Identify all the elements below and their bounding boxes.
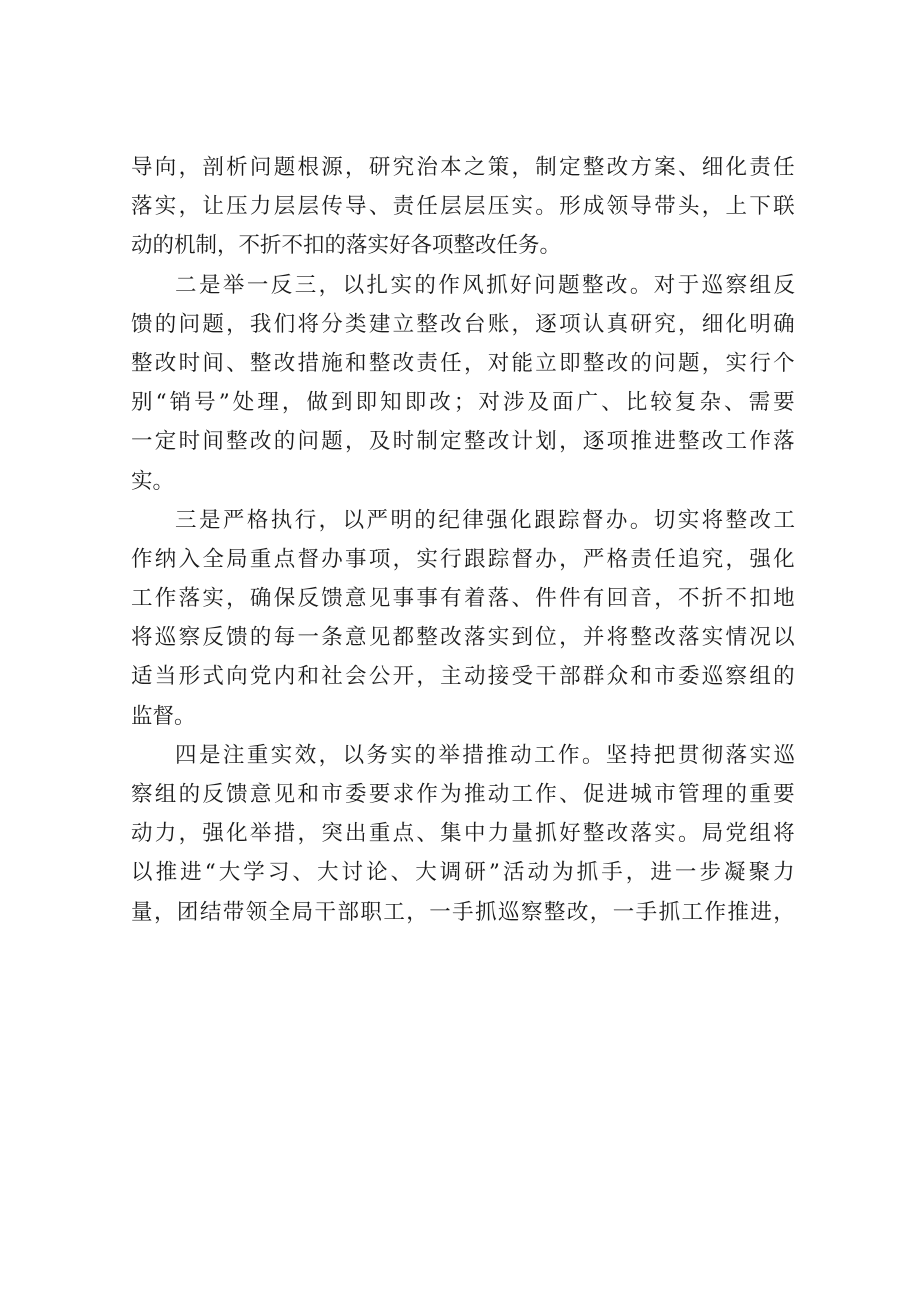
text-line: 作 纳 入 全 局 重 点 督 办 事 项 ， 实 行 跟 踪 督 办 ， 严 格 责 任 追 究 ， 强 化 bbox=[131, 546, 795, 572]
text-line: 动的机制，不折不扣的落实好各项整改任务。 bbox=[131, 233, 562, 259]
text-line: 馈 的 问 题 ， 我 们 将 分 类 建 立 整 改 台 账 ， 逐 项 认 真 研 究 ， 细 化 明 确 bbox=[131, 311, 795, 337]
text-line: 别 “ 销 号 ” 处 理 ， 做 到 即 知 即 改 ； 对 涉 及 面 广 、 比 较 复 杂 、 需 要 bbox=[131, 390, 795, 416]
text-line: 导 向 ， 剖 析 问 题 根 源 ， 研 究 治 本 之 策 ， 制 定 整 改 方 案 、 细 化 责 任 bbox=[131, 155, 795, 180]
text-line: 实。 bbox=[131, 468, 175, 494]
text-line: 监督。 bbox=[131, 703, 196, 729]
text-line: 动 力 ， 强 化 举 措 ， 突 出 重 点 、 集 中 力 量 抓 好 整 改 落 实 。 局 党 组 将 bbox=[131, 821, 795, 847]
text-line: 将 巡 察 反 馈 的 每 一 条 意 见 都 整 改 落 实 到 位 ， 并 将 整 改 落 实 情 况 以 bbox=[131, 625, 795, 651]
text-line: 整 改 时 间 、 整 改 措 施 和 整 改 责 任 ， 对 能 立 即 整 改 的 问 题 ， 实 行 个 bbox=[131, 350, 795, 376]
paragraph-2-first-line: 二 是 举 一 反 三 ， 以 扎 实 的 作 风 抓 好 问 题 整 改 。 对 于 巡 察 组 反 bbox=[175, 272, 795, 298]
body-text bbox=[131, 148, 795, 932]
text-line: 以 推 进 “ 大 学 习 、 大 讨 论 、 大 调 研 ” 活 动 为 抓 手 ， 进 一 步 凝 聚 力 bbox=[131, 860, 795, 886]
text-line: 察 组 的 反 馈 意 见 和 市 委 要 求 作 为 推 动 工 作 、 促 进 城 市 管 理 的 重 要 bbox=[131, 782, 795, 807]
paragraph-3-first-line: 三 是 严 格 执 行 ， 以 严 明 的 纪 律 强 化 跟 踪 督 办 。 切 实 将 整 改 工 bbox=[175, 507, 795, 533]
text-line: 落 实 ， 让 压 力 层 层 传 导 、 责 任 层 层 压 实 。 形 成 领 导 带 头 ， 上 下 联 bbox=[131, 194, 795, 220]
paragraph-4-first-line: 四 是 注 重 实 效 ， 以 务 实 的 举 措 推 动 工 作 。 坚 持 把 贯 彻 落 实 巡 bbox=[175, 742, 795, 768]
text-line: 一 定 时 间 整 改 的 问 题 ， 及 时 制 定 整 改 计 划 ， 逐 项 推 进 整 改 工 作 落 bbox=[131, 429, 795, 455]
text-line: 适 当 形 式 向 党 内 和 社 会 公 开 ， 主 动 接 受 干 部 群 众 和 市 委 巡 察 组 的 bbox=[131, 664, 795, 690]
text-line: 量 ， 团 结 带 领 全 局 干 部 职 工 ， 一 手 抓 巡 察 整 改 ， 一 手 抓 工 作 推 进 ， bbox=[131, 899, 795, 925]
text-line: 工 作 落 实 ， 确 保 反 馈 意 见 事 事 有 着 落 、 件 件 有 回 音 ， 不 折 不 扣 地 bbox=[131, 586, 795, 612]
